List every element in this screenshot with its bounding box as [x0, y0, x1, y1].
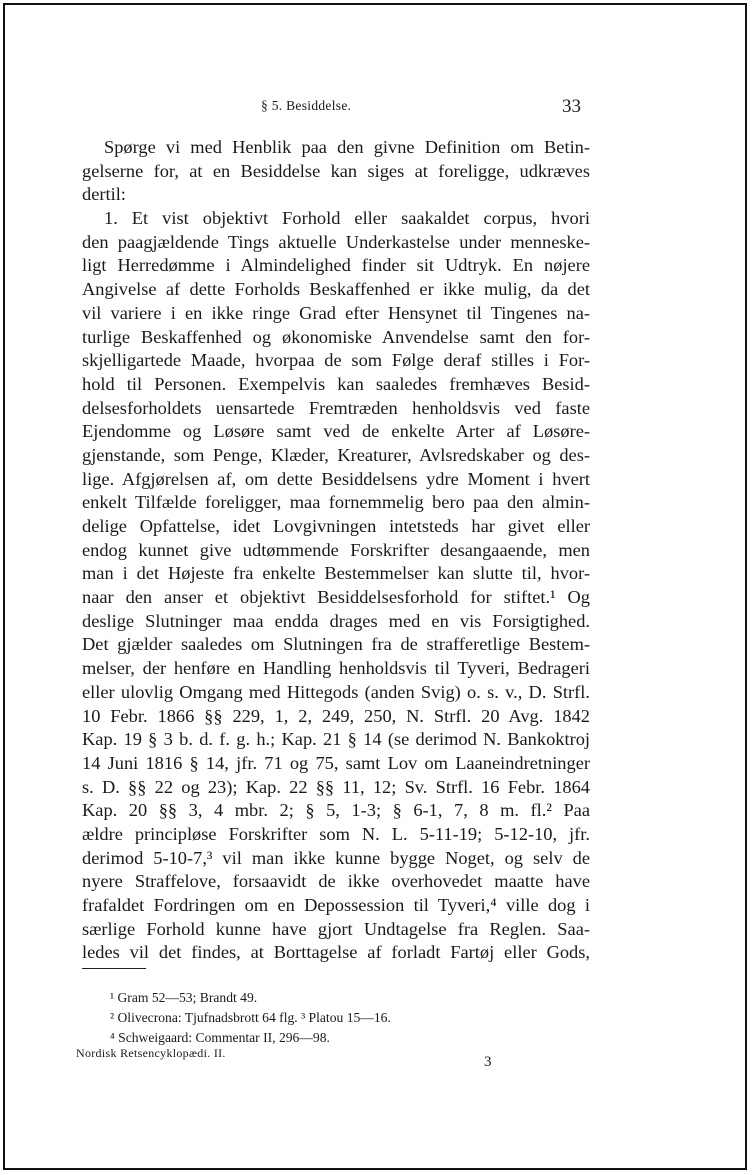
page-number: 33 [562, 96, 581, 117]
text-line: ledes vil det findes, at Borttagelse af forladt Fartøj eller Gods, [82, 942, 590, 963]
text-line: den paagjældende Tings aktuelle Underkastelse under menneske- [82, 231, 590, 252]
text-line: Ejendomme og Løsøre samt ved de enkelte Arter af Løsøre- [82, 421, 590, 442]
printer-imprint: Nordisk Retsencyklopædi. II. [76, 1046, 226, 1060]
text-line: særlige Forhold kunne have gjort Undtagelse fra Reglen. Saa- [82, 918, 590, 939]
body-text [82, 136, 590, 965]
text-line: man i det Højeste fra enkelte Bestemmelser kan slutte til, hvor- [82, 563, 590, 584]
footnote-rule [82, 968, 146, 969]
text-line: derimod 5-10-7,³ vil man ikke kunne bygge Noget, og selv de [82, 847, 590, 868]
text-line: endog kunnet give udtømmende Forskrifter desangaaende, men [82, 539, 590, 560]
text-line: dertil: [82, 184, 126, 205]
text-line: eller ulovlig Omgang med Hittegods (anden Svig) o. s. v., D. Strfl. [82, 681, 590, 702]
text-line: deslige Slutninger maa endda drages med en vis Forsigtighed. [82, 610, 590, 631]
text-line: gjenstande, som Penge, Klæder, Kreaturer, Avlsredskaber og des- [82, 444, 590, 465]
text-line: vil variere i en ikke ringe Grad efter Hensynet til Tingenes na- [82, 302, 590, 323]
running-header [0, 96, 752, 126]
text-line: turlige Beskaffenhed og økonomiske Anvendelse samt den for- [82, 326, 590, 347]
text-line: melser, der henføre en Handling henholdsvis til Tyveri, Bedrageri [82, 658, 590, 679]
text-line: ligt Herredømme i Almindelighed finder sit Udtryk. En nøjere [82, 255, 590, 276]
footnote-1: ¹ Gram 52—53; Brandt 49. [110, 990, 258, 1005]
text-line: Kap. 20 §§ 3, 4 mbr. 2; § 5, 1-3; § 6-1, 7, 8 m. fl.² Paa [82, 800, 590, 821]
text-line: 10 Febr. 1866 §§ 229, 1, 2, 249, 250, N. Strfl. 20 Avg. 1842 [82, 705, 590, 726]
text-line: gelserne for, at en Besiddelse kan siges at foreligge, udkræves [82, 160, 590, 181]
footnotes [110, 988, 510, 1048]
text-line: enkelt Tilfælde foreligger, maa fornemmelig bero paa den almin- [82, 492, 590, 513]
text-line: 1. Et vist objektivt Forhold eller saakaldet corpus, hvori [104, 208, 590, 229]
text-line: nyere Straffelove, forsaavidt de ikke overhovedet maatte have [82, 871, 590, 892]
text-line: 14 Juni 1816 § 14, jfr. 71 og 75, samt Lov om Laaneindretninger [82, 752, 590, 773]
text-line: frafaldet Fordringen om en Depossession til Tyveri,⁴ ville dog i [82, 895, 590, 915]
footnote-2-3: ² Olivecrona: Tjufnadsbrott 64 flg. ³ Platou 15—16. [110, 1010, 391, 1025]
footnote-4: ⁴ Schweigaard: Commentar II, 296—98. [110, 1030, 330, 1045]
text-line: skjelligartede Maade, hvorpaa de som Følge deraf stilles i For- [82, 350, 590, 371]
text-line: ældre principløse Forskrifter som N. L. 5-11-19; 5-12-10, jfr. [82, 823, 590, 844]
text-line: Det gjælder saaledes om Slutningen fra de strafferetlige Bestem- [82, 634, 590, 655]
text-line: delige Opfattelse, idet Lovgivningen intetsteds har givet eller [82, 516, 590, 536]
text-line: delsesforholdets uensartede Fremtræden henholdsvis ved faste [82, 397, 590, 418]
signature-mark: 3 [484, 1054, 492, 1070]
text-line: s. D. §§ 22 og 23); Kap. 22 §§ 11, 12; Sv. Strfl. 16 Febr. 1864 [82, 776, 590, 797]
text-line: lige. Afgjørelsen af, om dette Besiddelsens ydre Moment i hvert [82, 468, 590, 489]
text-line: Spørge vi med Henblik paa den givne Definition om Betin- [104, 137, 590, 157]
text-line: hold til Personen. Exempelvis kan saaledes fremhæves Besid- [82, 373, 590, 394]
section-heading: § 5. Besiddelse. [261, 98, 352, 113]
text-line: Angivelse af dette Forholds Beskaffenhed er ikke mulig, da det [82, 279, 590, 300]
text-line: Kap. 19 § 3 b. d. f. g. h.; Kap. 21 § 14 (se derimod N. Bankoktroj [82, 729, 590, 750]
text-line: naar den anser et objektivt Besiddelsesforhold for stiftet.¹ Og [82, 587, 590, 608]
